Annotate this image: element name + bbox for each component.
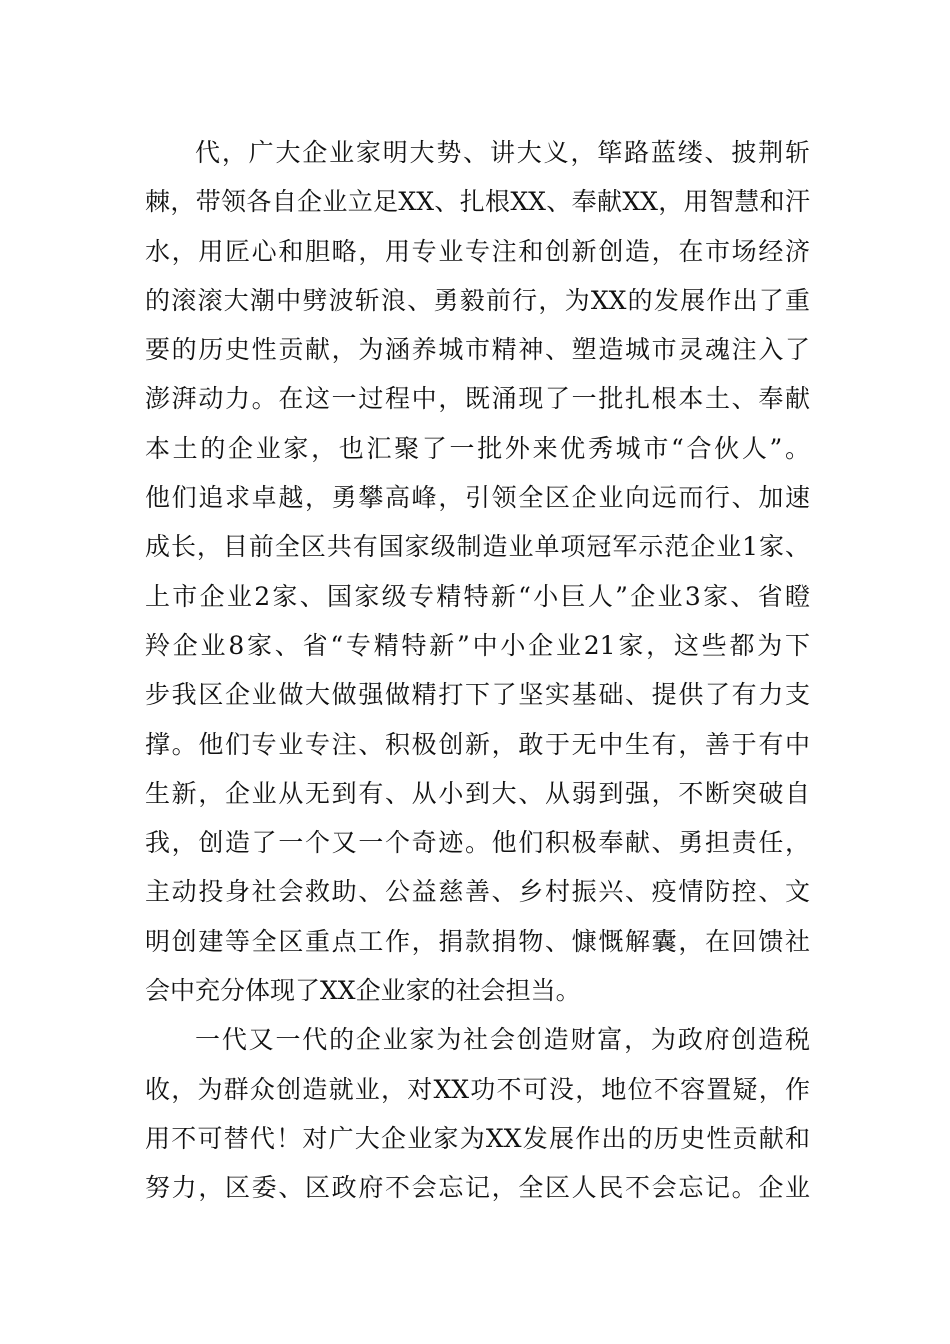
text-line: 上市企业2家、国家级专精特新“小巨人”企业3家、省瞪 bbox=[145, 581, 810, 611]
text-line: 明创建等全区重点工作，捐款捐物、慷慨解囊，在回馈社 bbox=[145, 926, 810, 956]
text-line: 水，用匠心和胆略，用专业专注和创新创造，在市场经济 bbox=[145, 236, 810, 266]
text-line: 羚企业8家、省“专精特新”中小企业21家，这些都为下 bbox=[145, 630, 810, 660]
text-line: 撑。他们专业专注、积极创新，敢于无中生有，善于有中 bbox=[145, 729, 810, 759]
text-line: 收，为群众创造就业，对XX功不可没，地位不容置疑，作 bbox=[145, 1074, 810, 1104]
paragraph-2 bbox=[145, 1015, 810, 1212]
text-line: 的滚滚大潮中劈波斩浪、勇毅前行，为XX的发展作出了重 bbox=[145, 285, 810, 315]
text-line: 成长，目前全区共有国家级制造业单项冠军示范企业1家、 bbox=[145, 532, 810, 562]
text-line: 努力，区委、区政府不会忘记，全区人民不会忘记。企业 bbox=[145, 1173, 810, 1203]
text-line: 用不可替代！对广大企业家为XX发展作出的历史性贡献和 bbox=[145, 1123, 810, 1153]
text-line: 生新，企业从无到有、从小到大、从弱到强，不断突破自 bbox=[145, 778, 810, 808]
text-line: 一代又一代的企业家为社会创造财富，为政府创造税 bbox=[195, 1025, 810, 1055]
text-line: 我，创造了一个又一个奇迹。他们积极奉献、勇担责任， bbox=[145, 828, 810, 858]
document-body bbox=[145, 128, 810, 1213]
text-line: 步我区企业做大做强做精打下了坚实基础、提供了有力支 bbox=[145, 680, 810, 710]
text-line: 代，广大企业家明大势、讲大义，筚路蓝缕、披荆斩 bbox=[195, 138, 810, 167]
text-line: 会中充分体现了XX企业家的社会担当。 bbox=[145, 976, 581, 1006]
text-line: 主动投身社会救助、公益慈善、乡村振兴、疫情防控、文 bbox=[145, 877, 810, 907]
text-line: 他们追求卓越，勇攀高峰，引领全区企业向远而行、加速 bbox=[145, 483, 810, 513]
text-line: 本土的企业家，也汇聚了一批外来优秀城市“合伙人”。 bbox=[145, 433, 810, 463]
text-line: 澎湃动力。在这一过程中，既涌现了一批扎根本土、奉献 bbox=[145, 384, 810, 414]
text-line: 棘，带领各自企业立足XX、扎根XX、奉献XX，用智慧和汗 bbox=[145, 187, 810, 217]
text-line: 要的历史性贡献，为涵养城市精神、塑造城市灵魂注入了 bbox=[145, 335, 810, 365]
paragraph-1 bbox=[145, 128, 810, 1015]
